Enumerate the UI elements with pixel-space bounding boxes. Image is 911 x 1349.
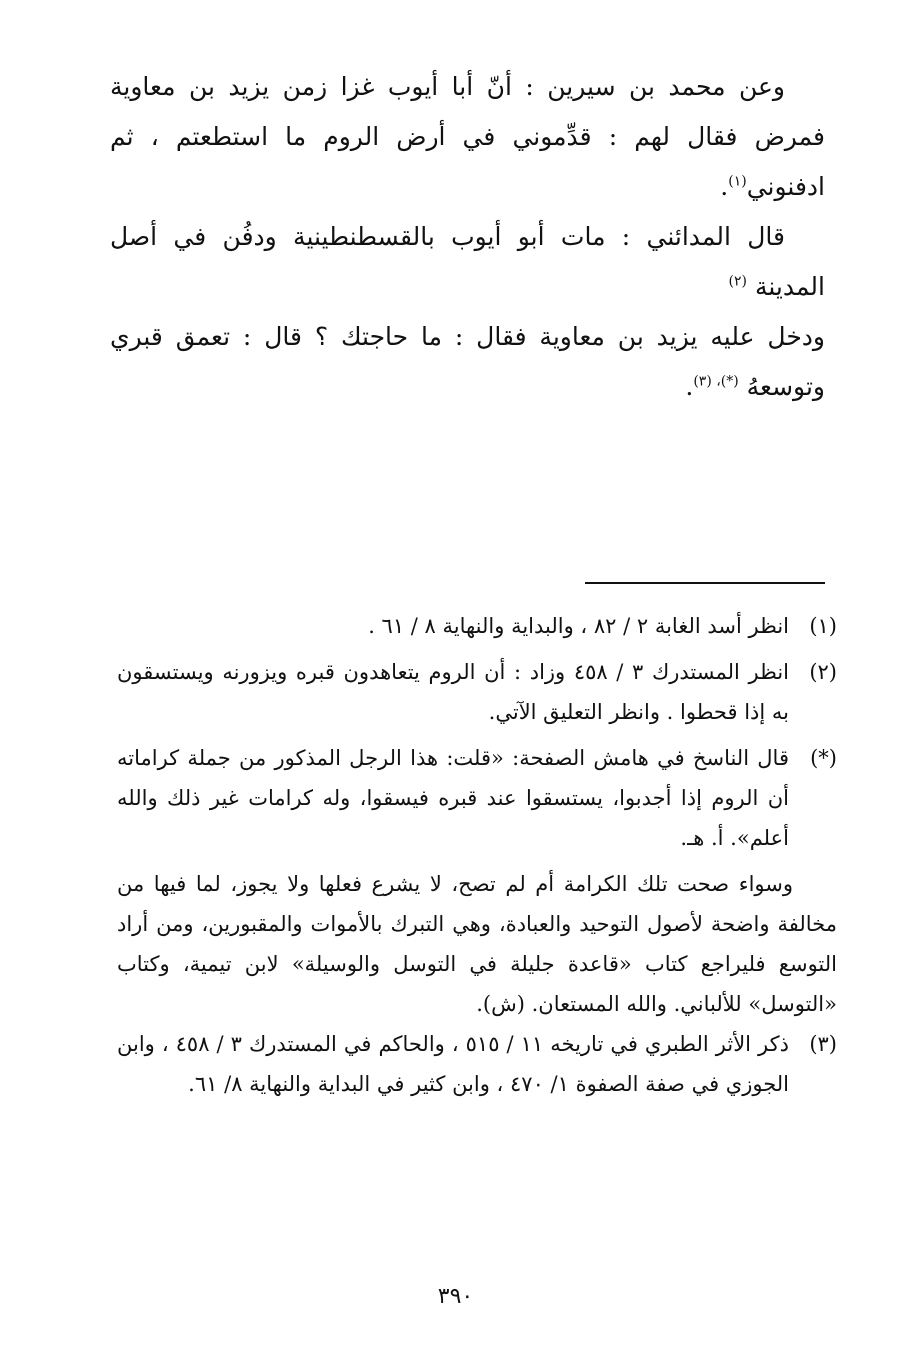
paragraph-text: قال المدائني : مات أبو أيوب بالقسطنطينية ودفُن في أصل المدينة: [110, 222, 825, 301]
paragraph-yazid: [110, 312, 825, 412]
footnote-ref: (١): [728, 173, 747, 190]
paragraph-madaini: [110, 212, 825, 312]
footnote-text: انظر المستدرك ٣ / ٤٥٨ وزاد : أن الروم يتعاهدون قبره ويزورنه ويستسقون به إذا قحطوا . وانظر التعليق الآتي.: [117, 660, 789, 724]
footnote-marker: (١): [809, 614, 837, 638]
page-number: ٣٩٠: [437, 1284, 474, 1309]
footnote-1: [117, 606, 837, 646]
end-mark: .: [685, 372, 694, 401]
paragraph-text: ودخل عليه يزيد بن معاوية فقال : ما حاجتك ؟ قال : تعمق قبري وتوسعهُ: [110, 322, 825, 401]
footnote-separator: [585, 582, 825, 584]
footnote-marker: (٣): [809, 1032, 837, 1056]
end-mark: .: [720, 172, 729, 201]
paragraph-text: وعن محمد بن سيرين : أنّ أبا أيوب غزا زمن يزيد بن معاوية فمرض فقال لهم : قدِّموني في أرض الروم ما استطعتم ، ثم ادفنوني: [110, 72, 825, 201]
footnote-marker: (*): [810, 746, 837, 770]
footnote-ref: (٢): [728, 273, 747, 290]
footnote-commentary: وسواء صحت تلك الكرامة أم لم تصح، لا يشرع فعلها ولا يجوز، لما فيها من مخالفة واضحة لأصول التوحيد والعبادة، وهي التبرك بالأموات والمقبورين، ومن أراد التوسع فليراجع كتاب «قاعدة جليلة في التوسل والوسيلة» لابن تيمية، وكتاب «التوسل» للألباني. والله المستعان. (ش).: [117, 872, 837, 1016]
footnote-ref: (*)، (٣): [693, 373, 739, 390]
footnote-text: ذكر الأثر الطبري في تاريخه ١١ / ٥١٥ ، والحاكم في المستدرك ٣ / ٤٥٨ ، وابن الجوزي في صفة الصفوة ١/ ٤٧٠ ، وابن كثير في البداية والنهاية ٨/ ٦١.: [117, 1032, 789, 1096]
footnote-star: [117, 738, 837, 1024]
footnote-3: [117, 1024, 837, 1104]
main-text: [110, 62, 825, 412]
footnote-text: انظر أسد الغابة ٢ / ٨٢ ، والبداية والنهاية ٨ / ٦١ .: [368, 614, 789, 638]
footnote-2: [117, 652, 837, 732]
footnote-text: قال الناسخ في هامش الصفحة: «قلت: هذا الرجل المذكور من جملة كراماته أن الروم إذا أجدبوا، يستسقوا عند قبره فيسقوا، وله كرامات غير ذلك والله أعلم». أ. هـ.: [117, 746, 789, 850]
paragraph-ibn-sirin: [110, 62, 825, 212]
footnotes: [117, 606, 837, 1104]
footnote-marker: (٢): [809, 660, 837, 684]
